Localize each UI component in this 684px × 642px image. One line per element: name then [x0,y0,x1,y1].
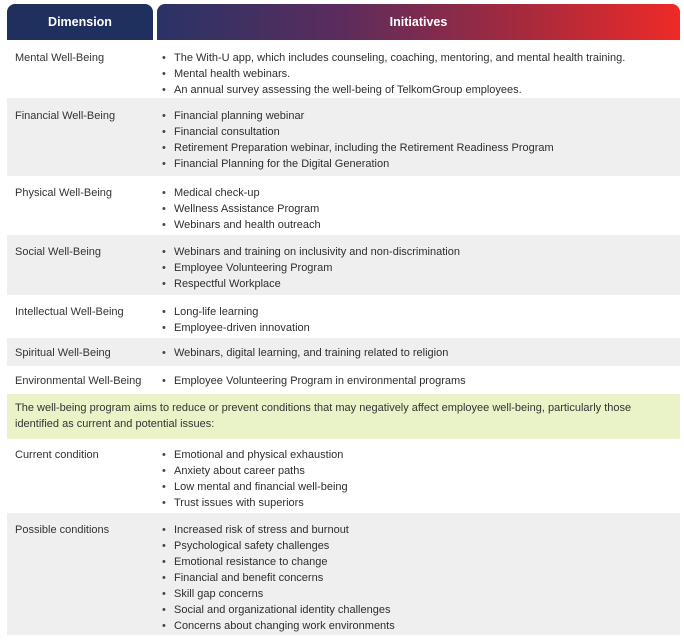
dimension-cell: Spiritual Well-Being [15,347,111,359]
initiatives-cell [162,373,672,389]
initiatives-cell [162,304,672,336]
list-item: • Emotional and physical exhaustion [162,447,672,463]
list-item: • Financial and benefit concerns [162,570,672,586]
table-row [7,98,680,176]
list-item: • Anxiety about career paths [162,463,672,479]
list-item: • Employee-driven innovation [162,320,672,336]
initiatives-cell [162,522,672,634]
table-row [7,338,680,366]
table-row [7,235,680,295]
table-row [7,439,680,513]
dimension-cell: Possible conditions [15,524,110,536]
list-item: • Financial consultation [162,124,672,140]
table-row [7,366,680,394]
list-item: • An annual survey assessing the well-being of TelkomGroup employees. [162,82,672,98]
dimension-cell: Financial Well-Being [15,110,116,122]
list-item: • Employee Volunteering Program in environmental programs [162,373,672,389]
list-item: • Low mental and financial well-being [162,479,672,495]
dimension-cell: Mental Well-Being [15,52,105,64]
table-header [7,4,680,40]
list-item: • Financial planning webinar [162,108,672,124]
list-item: • Wellness Assistance Program [162,201,672,217]
note-row [7,394,680,439]
note-text: The well-being program aims to reduce or prevent conditions that may negatively affect employee well-being, particularly those identified as current and potential issues: [15,402,632,430]
list-item: • Respectful Workplace [162,276,672,292]
list-item: • Employee Volunteering Program [162,260,672,276]
list-item: • Psychological safety challenges [162,538,672,554]
list-item: • Webinars, digital learning, and training related to religion [162,345,672,361]
header-initiatives: Initiatives [157,4,680,40]
initiatives-cell [162,108,672,172]
list-item: • Financial Planning for the Digital Generation [162,156,672,172]
dimension-cell: Social Well-Being [15,246,102,258]
list-item: • Long-life learning [162,304,672,320]
header-dimension: Dimension [7,4,153,40]
table-row [7,40,680,98]
list-item: • Medical check-up [162,185,672,201]
list-item: • Social and organizational identity challenges [162,602,672,618]
list-item: • Webinars and training on inclusivity and non-discrimination [162,244,672,260]
initiatives-cell [162,50,672,98]
list-item: • Emotional resistance to change [162,554,672,570]
table-row [7,513,680,635]
dimension-cell: Environmental Well-Being [15,375,142,387]
initiatives-cell [162,244,672,292]
table-row [7,176,680,235]
list-item: • Concerns about changing work environments [162,618,672,634]
initiatives-cell [162,447,672,511]
list-item: • Webinars and health outreach [162,217,672,233]
list-item: • Trust issues with superiors [162,495,672,511]
table-row [7,295,680,338]
list-item: • Mental health webinars. [162,66,672,82]
list-item: • Skill gap concerns [162,586,672,602]
wellbeing-table [7,40,680,635]
dimension-cell: Physical Well-Being [15,187,113,199]
dimension-cell: Current condition [15,449,99,461]
initiatives-cell [162,185,672,233]
list-item: • Increased risk of stress and burnout [162,522,672,538]
initiatives-cell [162,345,672,361]
list-item: • The With-U app, which includes counseling, coaching, mentoring, and mental health training. [162,50,672,66]
list-item: • Retirement Preparation webinar, including the Retirement Readiness Program [162,140,672,156]
dimension-cell: Intellectual Well-Being [15,306,124,318]
